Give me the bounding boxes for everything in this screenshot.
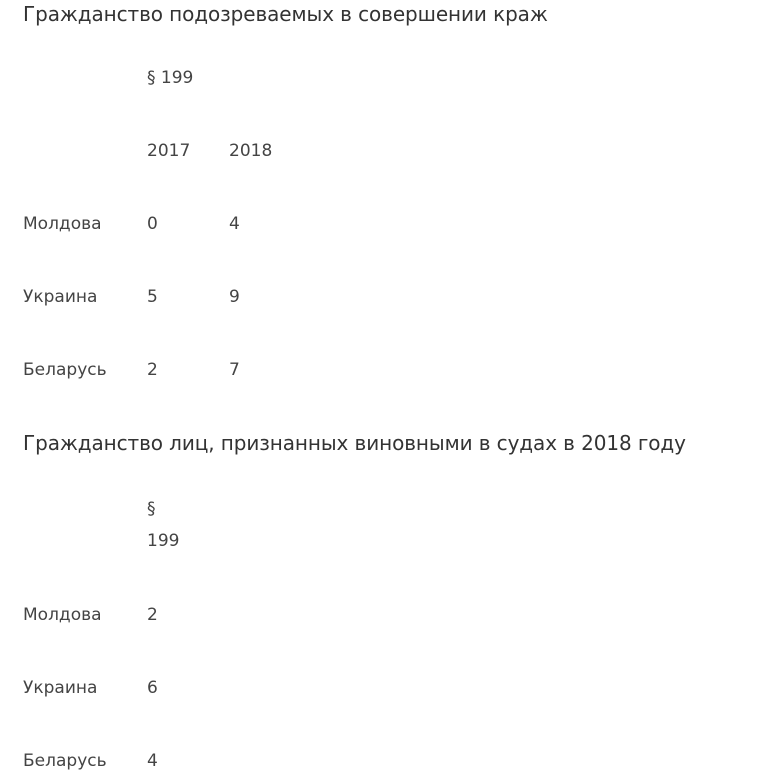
table-cell: 4	[229, 214, 240, 234]
row-label-moldova: Молдова	[23, 214, 102, 234]
table-cell: 6	[147, 678, 158, 698]
year-header-2018: 2018	[229, 141, 273, 161]
table-cell: 2	[147, 605, 158, 625]
row-label-moldova: Молдова	[23, 605, 102, 625]
table-cell: 4	[147, 751, 158, 771]
table-title-suspects: Гражданство подозреваемых в совершении краж	[23, 2, 548, 26]
year-header-2017: 2017	[147, 141, 191, 161]
section-header: § 199	[147, 68, 194, 88]
row-label-ukraine: Украина	[23, 678, 98, 698]
section-header-symbol: §	[147, 499, 156, 519]
row-label-belarus: Беларусь	[23, 360, 107, 380]
table-cell: 0	[147, 214, 158, 234]
section-header-number: 199	[147, 531, 180, 551]
table-cell: 5	[147, 287, 158, 307]
table-cell: 2	[147, 360, 158, 380]
table-cell: 9	[229, 287, 240, 307]
row-label-belarus: Беларусь	[23, 751, 107, 771]
table-title-convicted: Гражданство лиц, признанных виновными в судах в 2018 году	[23, 431, 686, 455]
row-label-ukraine: Украина	[23, 287, 98, 307]
table-cell: 7	[229, 360, 240, 380]
